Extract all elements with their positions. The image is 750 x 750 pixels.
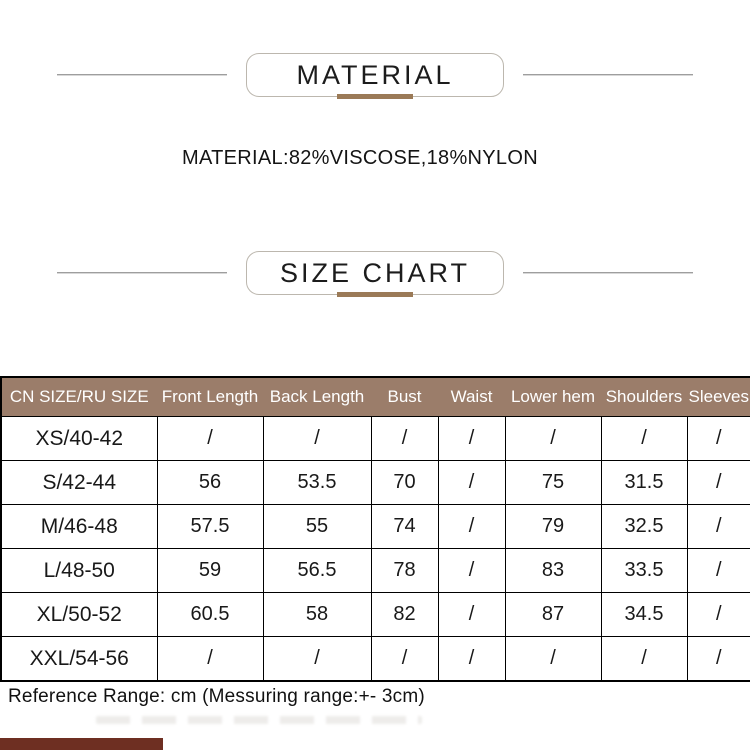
measurement-cell: 56.5 [263, 549, 371, 593]
next-section-banner-edge [0, 738, 163, 750]
measurement-cell: 87 [505, 593, 601, 637]
table-header-row [1, 377, 750, 417]
size-label-cell: M/46-48 [1, 505, 157, 549]
size-chart-table [0, 376, 750, 682]
column-header: Shoulders [601, 377, 687, 417]
measurement-cell: / [371, 417, 438, 461]
size-chart-title: SIZE CHART [279, 257, 471, 288]
measurement-cell: 79 [505, 505, 601, 549]
measurement-cell: 60.5 [157, 593, 263, 637]
measurement-cell: / [601, 417, 687, 461]
measurement-cell: 32.5 [601, 505, 687, 549]
measurement-cell: / [687, 637, 750, 682]
measurement-cell: / [438, 549, 505, 593]
measurement-cell: 58 [263, 593, 371, 637]
table-row [1, 461, 750, 505]
decorative-line-left [57, 272, 227, 274]
column-header: Bust [371, 377, 438, 417]
measurement-cell: 82 [371, 593, 438, 637]
size-label-cell: XL/50-52 [1, 593, 157, 637]
material-section-header [0, 53, 750, 97]
material-composition-text: MATERIAL:82%VISCOSE,18%NYLON [182, 147, 538, 169]
measurement-cell: 74 [371, 505, 438, 549]
table-row [1, 637, 750, 682]
title-underline-bar [337, 292, 413, 297]
size-label-cell: L/48-50 [1, 549, 157, 593]
measurement-cell: / [438, 461, 505, 505]
measurement-cell: / [438, 637, 505, 682]
reference-range-note: Reference Range: cm (Messuring range:+- 3cm) [8, 686, 425, 707]
column-header: Front Length [157, 377, 263, 417]
column-header: CN SIZE/RU SIZE [1, 377, 157, 417]
measurement-cell: 75 [505, 461, 601, 505]
decorative-line-left [57, 74, 227, 76]
measurement-cell: / [438, 593, 505, 637]
column-header: Waist [438, 377, 505, 417]
measurement-cell: / [157, 637, 263, 682]
measurement-cell: / [601, 637, 687, 682]
size-chart-section-header [0, 251, 750, 295]
measurement-cell: / [687, 593, 750, 637]
measurement-cell: 83 [505, 549, 601, 593]
measurement-cell: / [505, 637, 601, 682]
measurement-cell: / [687, 417, 750, 461]
measurement-cell: 34.5 [601, 593, 687, 637]
measurement-cell: / [263, 637, 371, 682]
measurement-cell: 57.5 [157, 505, 263, 549]
table-row [1, 593, 750, 637]
table-row [1, 505, 750, 549]
measurement-cell: 59 [157, 549, 263, 593]
measurement-cell: 55 [263, 505, 371, 549]
measurement-cell: / [687, 549, 750, 593]
column-header: Back Length [263, 377, 371, 417]
measurement-cell: 70 [371, 461, 438, 505]
material-title-box [246, 53, 504, 97]
measurement-cell: / [687, 505, 750, 549]
size-label-cell: S/42-44 [1, 461, 157, 505]
measurement-cell: / [371, 637, 438, 682]
size-chart-table-body [1, 417, 750, 682]
measurement-cell: 56 [157, 461, 263, 505]
measurement-cell: / [157, 417, 263, 461]
measurement-cell: / [263, 417, 371, 461]
title-underline-bar [337, 94, 413, 99]
faded-watermark-artifact [96, 716, 422, 724]
measurement-cell: / [438, 417, 505, 461]
table-row [1, 417, 750, 461]
measurement-cell: 31.5 [601, 461, 687, 505]
size-label-cell: XS/40-42 [1, 417, 157, 461]
measurement-cell: 78 [371, 549, 438, 593]
size-chart-table-header [1, 377, 750, 417]
measurement-cell: / [505, 417, 601, 461]
size-chart-title-box [246, 251, 504, 295]
measurement-cell: / [438, 505, 505, 549]
column-header: Lower hem [505, 377, 601, 417]
column-header: Sleeves [687, 377, 750, 417]
decorative-line-right [523, 272, 693, 274]
material-title: MATERIAL [296, 59, 454, 90]
measurement-cell: / [687, 461, 750, 505]
decorative-line-right [523, 74, 693, 76]
size-label-cell: XXL/54-56 [1, 637, 157, 682]
measurement-cell: 33.5 [601, 549, 687, 593]
measurement-cell: 53.5 [263, 461, 371, 505]
table-row [1, 549, 750, 593]
